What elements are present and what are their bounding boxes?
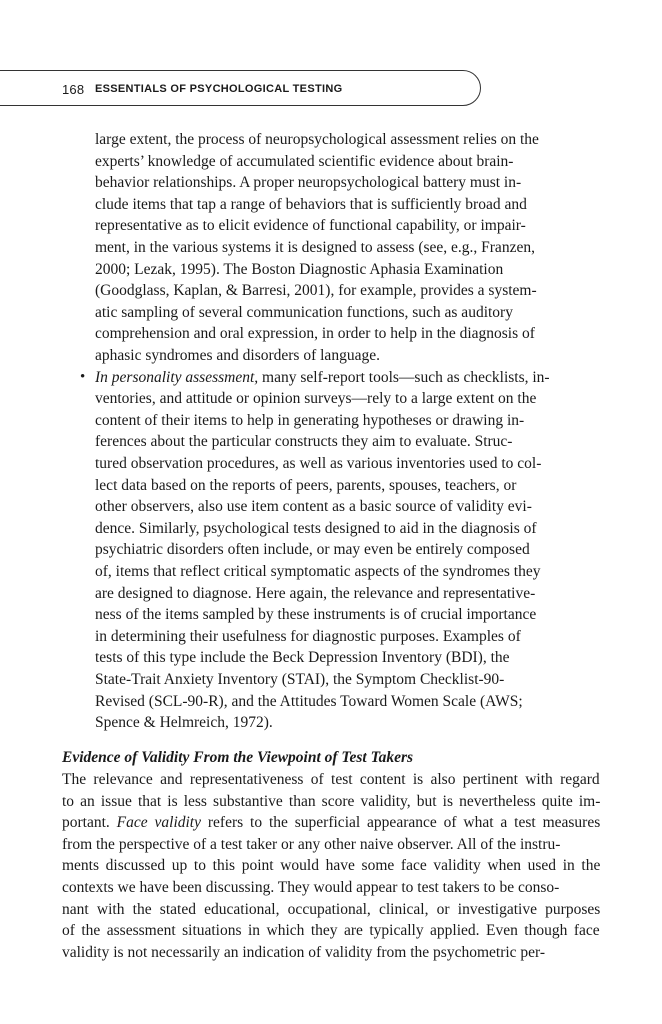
text-line: of the assessment situations in which they are typically applied. Even though face: [62, 922, 600, 940]
running-head: ESSENTIALS OF PSYCHOLOGICAL TESTING: [95, 83, 343, 95]
bullet-lead-rest: many self-report tools—such as checklists, in-: [258, 368, 550, 386]
page-number: 168: [62, 82, 85, 97]
text-line: psychiatric disorders often include, or may even be entirely composed: [95, 541, 530, 559]
text-line: large extent, the process of neuropsychological assessment relies on the: [95, 131, 539, 148]
text-line: State-Trait Anxiety Inventory (STAI), the Symptom Checklist-90-: [95, 671, 505, 688]
section-heading: Evidence of Validity From the Viewpoint of Test Takers: [62, 749, 414, 766]
text-line: representative as to elicit evidence of functional capability, or impair-: [95, 217, 526, 235]
text-run: portant.: [62, 814, 117, 832]
text-line: behavior relationships. A proper neuropsychological battery must in-: [95, 174, 522, 192]
text-line: in determining their usefulness for diagnostic purposes. Examples of: [95, 627, 521, 645]
text-line: nant with the stated educational, occupational, clinical, or investigative purposes: [62, 900, 601, 918]
text-line: tured observation procedures, as well as various inventories used to col-: [95, 455, 542, 472]
text-line: comprehension and oral expression, in order to help in the diagnosis of: [95, 325, 535, 343]
text-line: The relevance and representativeness of test content is also pertinent with regard: [62, 771, 600, 788]
text-line: clude items that tap a range of behaviors that is sufficiently broad and: [95, 195, 527, 213]
face-validity-term: Face validity: [116, 814, 201, 832]
text-line: ferences about the particular constructs they aim to evaluate. Struc-: [95, 433, 513, 451]
text-line: validity is not necessarily an indication of validity from the psychometric per-: [62, 943, 546, 961]
text-line: atic sampling of several communication functions, such as auditory: [95, 303, 513, 321]
text-line: ments discussed up to this point would have some face validity when used in the: [62, 857, 601, 875]
text-line: [62, 812, 600, 834]
text-line: ventories, and attitude or opinion surveys—rely to a large extent on the: [95, 390, 537, 408]
text-line: contexts we have been discussing. They would appear to test takers to be conso-: [62, 879, 560, 896]
bullet-lead-line: [95, 367, 550, 389]
text-line: dence. Similarly, psychological tests designed to aid in the diagnosis of: [95, 519, 537, 537]
bullet-lead-italic: In personality assessment,: [95, 368, 259, 386]
text-line: 2000; Lezak, 1995). The Boston Diagnostic Aphasia Examination: [95, 260, 504, 278]
text-line: to an issue that is less substantive than score validity, but is nevertheless quite im-: [62, 792, 601, 810]
text-line: (Goodglass, Kaplan, & Barresi, 2001), for example, provides a system-: [95, 282, 537, 300]
bullet-icon: •: [80, 368, 86, 385]
text-line: ness of the items sampled by these instruments is of crucial importance: [95, 606, 537, 624]
text-line: aphasic syndromes and disorders of language.: [95, 347, 380, 364]
text-line: content of their items to help in generating hypotheses or drawing in-: [95, 411, 525, 429]
text-line: Revised (SCL-90-R), and the Attitudes Toward Women Scale (AWS;: [95, 692, 523, 710]
text-line: are designed to diagnose. Here again, the relevance and representative-: [95, 584, 536, 602]
text-line: tests of this type include the Beck Depression Inventory (BDI), the: [95, 649, 510, 667]
text-line: other observers, also use item content as a basic source of validity evi-: [95, 498, 532, 516]
text-line: lect data based on the reports of peers, parents, spouses, teachers, or: [95, 476, 517, 494]
text-line: experts’ knowledge of accumulated scientific evidence about brain-: [95, 152, 514, 170]
text-line: from the perspective of a test taker or any other naive observer. All of the instru-: [62, 835, 561, 853]
text-line: of, items that reflect critical symptomatic aspects of the syndromes they: [95, 563, 541, 580]
text-line: Spence & Helmreich, 1972).: [95, 714, 273, 732]
text-run: refers to the superficial appearance of what a test measures: [201, 814, 601, 832]
text-line: ment, in the various systems it is designed to assess (see, e.g., Franzen,: [95, 239, 535, 256]
